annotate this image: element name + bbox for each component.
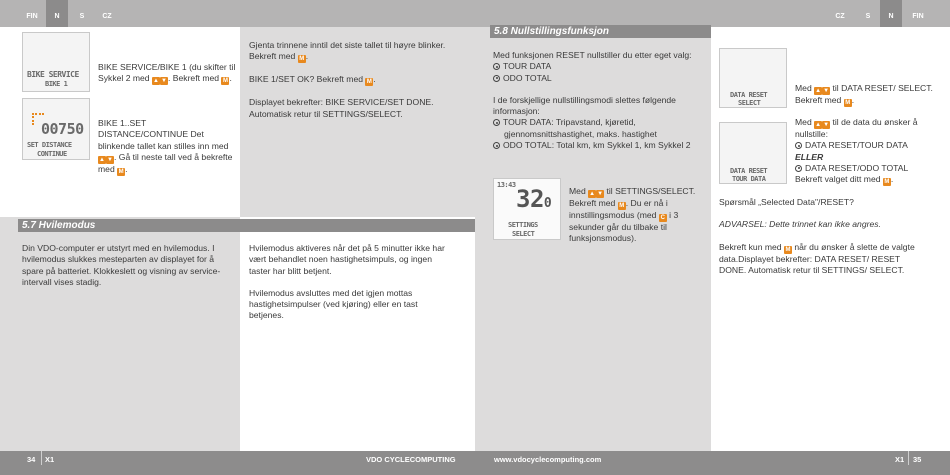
lcd-line-2: TOUR DATA	[732, 175, 766, 183]
down-key-icon: ▼	[823, 122, 830, 128]
lcd-line-2: SELECT	[738, 99, 761, 107]
model-right: X1	[895, 455, 905, 464]
tab-s-right[interactable]: S	[865, 13, 871, 20]
website-link[interactable]: www.vdocyclecomputing.com	[494, 455, 602, 464]
tab-s-left[interactable]: S	[79, 13, 85, 20]
down-key-icon: ▼	[107, 156, 113, 163]
lcd-line-1: SETTINGS	[508, 221, 538, 229]
up-key-icon: ▲	[815, 88, 822, 94]
lcd-line-1: SET DISTANCE	[27, 141, 72, 149]
page-number-right: 35	[913, 455, 922, 464]
bullet-icon	[493, 63, 500, 70]
up-key-icon: ▲	[589, 191, 596, 197]
m-key-icon: M	[845, 100, 851, 106]
lcd-line-1: DATA RESET	[730, 91, 768, 99]
step-data-reset-select: Med ▲ ▼ til DATA RESET/ SELECT. Bekreft med M .	[795, 83, 933, 106]
down-key-icon: ▼	[597, 191, 604, 197]
up-key-icon: ▲	[99, 156, 105, 163]
bullet-icon	[493, 142, 500, 149]
right-footer-bar	[475, 451, 950, 475]
section-5-7-col2: Hvilemodus aktiveres når det på 5 minutter ikke har vært behandlet noen hastighetsimpuls, og ingen taster har blitt betjent. Hvilemodus avsluttes med det igjen mottas hastighetsimpulser (ved kjøring) eller en tast betjenes.	[249, 243, 445, 321]
left-footer-bar	[0, 451, 475, 475]
m-key-icon: M	[366, 79, 372, 86]
bullet-icon	[795, 142, 802, 149]
lcd-line-2: CONTINUE	[37, 150, 67, 158]
lcd-big-speed: 320	[516, 185, 552, 213]
brand-footer: VDO CYCLECOMPUTING	[366, 455, 456, 464]
m-key-icon: M	[118, 168, 124, 175]
tab-cz-right[interactable]: CZ	[835, 13, 845, 20]
lcd-bike-service	[22, 32, 90, 92]
m-key-icon: M	[222, 78, 228, 85]
bullet-icon	[493, 119, 500, 126]
c-key-icon: C	[660, 215, 665, 221]
bullet-icon	[795, 165, 802, 172]
step-data-reset-choice: Med ▲ ▼ til de data du ønsker å nullstille: DATA RESET/TOUR DATA ELLER DATA RESET/ODO TOTAL Bekreft valget ditt med M .	[795, 117, 918, 186]
step-bike-service: BIKE SERVICE/BIKE 1 (du skifter til Sykkel 2 med ▲ ▼. Bekreft med M .	[98, 62, 236, 85]
right-footer-divider	[908, 451, 909, 465]
up-key-icon: ▲	[153, 78, 159, 85]
m-key-icon: M	[619, 203, 625, 209]
tab-n-left-active[interactable]: N	[46, 0, 68, 27]
lcd-data-reset-select	[719, 48, 787, 108]
right-header-bar	[475, 0, 950, 27]
tab-cz-left[interactable]: CZ	[102, 13, 112, 20]
lcd-set-distance	[22, 98, 90, 160]
lcd-line-2: SELECT	[512, 230, 535, 238]
down-key-icon: ▼	[823, 88, 830, 94]
section-5-8-heading: 5.8 Nullstillingsfunksjon	[490, 25, 711, 38]
model-left: X1	[45, 455, 55, 464]
lcd-line-1: BIKE SERVICE	[27, 70, 79, 79]
m-key-icon: M	[785, 246, 791, 253]
lcd-time: 13:43	[497, 181, 516, 189]
left-footer-divider	[41, 451, 42, 465]
section-5-8-body: Med funksjonen RESET nullstiller du etter eget valg: TOUR DATA ODO TOTAL I de forskjellige nullstillingsmodi slettes følgende informasjon: TOUR DATA: Tripavstand, kjøretid, gjennomsnittshastighet, maks. hastighet ODO TOTAL: Total km, km Sykkel 1, km Sykkel 2	[493, 50, 692, 151]
col2-top-text: Gjenta trinnene inntil det siste tallet til høyre blinker. Bekreft med M . BIKE 1/SET OK? Bekreft med M . Displayet bekrefter: BIKE SERVICE/SET DONE. Automatisk retur til SETTINGS/SELECT.	[249, 40, 446, 119]
lcd-data-reset-tour	[719, 122, 787, 184]
page-number-left: 34	[27, 455, 36, 464]
section-5-7-col1: Din VDO-computer er utstyrt med en hvilemodus. I hvilemodus slukkes mesteparten av displayet for å spare på batteriet. Klokkeslett og visning av service-intervall vises stadig.	[22, 243, 221, 287]
bullet-icon	[493, 75, 500, 82]
col4-lower-text: Spørsmål „Selected Data"/RESET? ADVARSEL: Dette trinnet kan ikke angres. Bekreft kun med M når du ønsker å slette de valgte data.Displayet bekrefter: DATA RESET/ RESET DONE. Automatisk retur til SETTINGS/ SELECT.	[719, 197, 915, 275]
lcd-line-1: DATA RESET	[730, 167, 768, 175]
lcd-line-2: BIKE 1	[45, 80, 68, 88]
down-key-icon: ▼	[161, 78, 167, 85]
tab-fin-left[interactable]: FIN	[26, 13, 38, 20]
step-set-distance: BIKE 1..SET DISTANCE/CONTINUE Det blinkende tallet kan stilles inn med ▲ ▼. Gå til neste tall ved å bekrefte med M .	[98, 118, 233, 175]
tab-n-right-active[interactable]: N	[880, 0, 902, 27]
tab-fin-right[interactable]: FIN	[912, 13, 924, 20]
section-5-7-heading: 5.7 Hvilemodus	[18, 219, 475, 232]
m-key-icon: M	[299, 56, 305, 63]
step-settings-select: Med ▲ ▼ til SETTINGS/SELECT. Bekreft med M . Du er nå i innstillingsmodus (med C i 3 sekunder går du tilbake til funksjonsmodus).	[569, 186, 696, 244]
lcd-settings-select	[493, 178, 561, 240]
m-key-icon: M	[884, 179, 890, 186]
lcd-big-number: 00750	[41, 120, 84, 138]
up-key-icon: ▲	[815, 122, 822, 128]
